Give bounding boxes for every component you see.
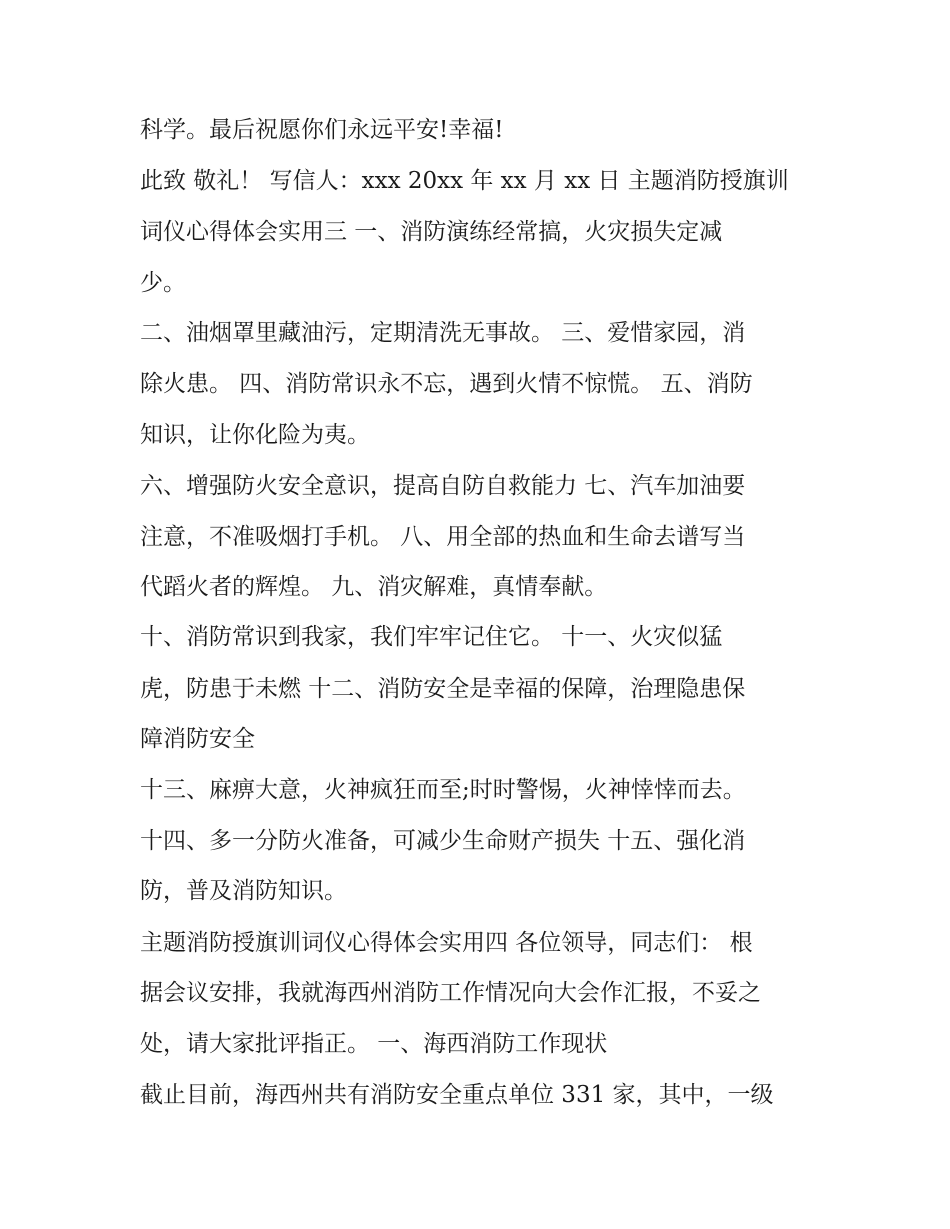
text-line: 截止目前，海西州共有消防安全重点单位 331 家，其中，一级	[140, 1082, 774, 1108]
text-line: 代蹈火者的辉煌。 九、消灾解难，真情奉献。	[140, 574, 608, 600]
text-line: 二、油烟罩里藏油污，定期清洗无事故。 三、爱惜家园，消	[140, 320, 746, 346]
text-line: 少。	[140, 270, 186, 296]
text-line: 十四、多一分防火准备，可减少生命财产损失 十五、强化消	[140, 828, 746, 854]
text-line: 十三、麻痹大意，火神疯狂而至;时时警惕，火神悻悻而去。	[140, 777, 746, 803]
text-line: 此致 敬礼！ 写信人：xxx 20xx 年 xx 月 xx 日 主题消防授旗训	[140, 168, 789, 194]
text-line: 据会议安排，我就海西州消防工作情况向大会作汇报，不妥之	[140, 980, 761, 1006]
text-line: 虎，防患于未燃 十二、消防安全是幸福的保障，治理隐患保	[140, 676, 746, 702]
text-line: 主题消防授旗训词仪心得体会实用四 各位领导，同志们： 根	[140, 930, 753, 956]
text-line: 障消防安全	[140, 726, 255, 752]
text-line: 词仪心得体会实用三 一、消防演练经常搞，火灾损失定减	[140, 219, 723, 245]
text-line: 科学。最后祝愿你们永远平安!幸福!	[140, 117, 504, 143]
text-line: 除火患。 四、消防常识永不忘，遇到火情不惊慌。 五、消防	[140, 371, 753, 397]
text-line: 处，请大家批评指正。 一、海西消防工作现状	[140, 1031, 608, 1057]
text-line: 知识，让你化险为夷。	[140, 422, 370, 448]
text-line: 六、增强防火安全意识，提高自防自救能力 七、汽车加油要	[140, 473, 746, 499]
text-line: 注意，不准吸烟打手机。 八、用全部的热血和生命去谱写当	[140, 524, 746, 550]
text-line: 十、消防常识到我家，我们牢牢记住它。 十一、火灾似猛	[140, 624, 723, 650]
text-line: 防，普及消防知识。	[140, 878, 347, 904]
